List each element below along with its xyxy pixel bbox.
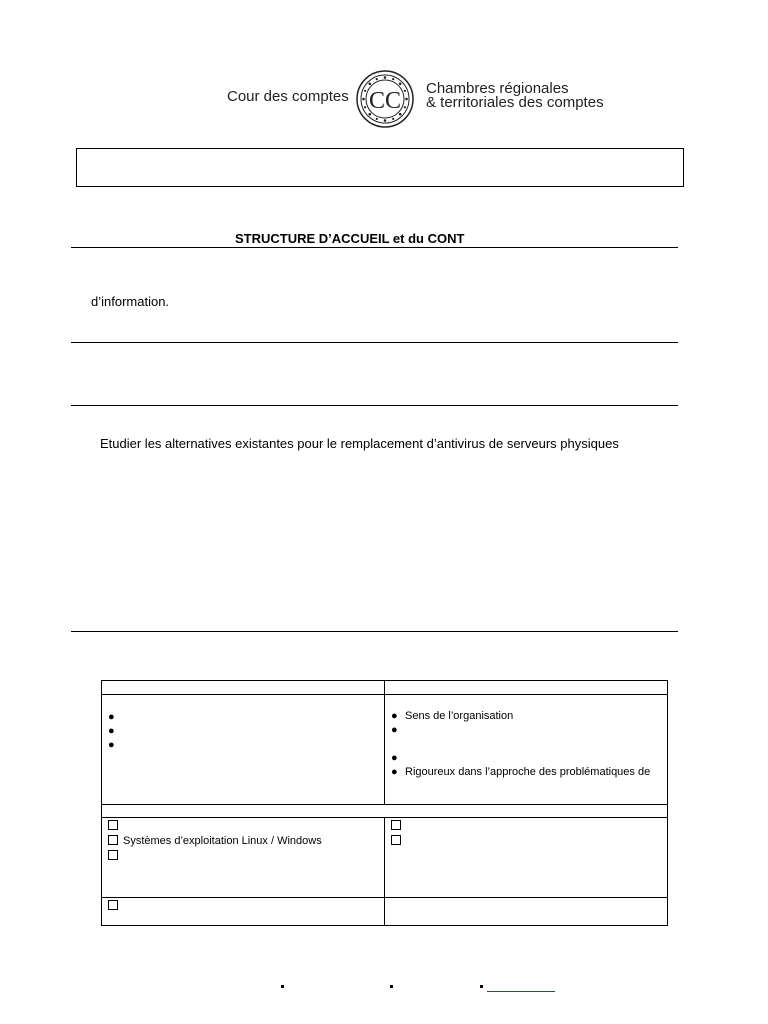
divider-4 (71, 631, 678, 632)
list-item (108, 899, 123, 913)
checkbox-icon (108, 850, 118, 860)
bullet-icon: ● (391, 710, 398, 722)
bullet-icon: ● (108, 711, 115, 723)
objective-text: Etudier les alternatives existantes pour le remplacement d’antivirus de serveurs physiques (100, 436, 619, 451)
bottom-cell-right (384, 897, 668, 926)
list-item (108, 738, 122, 752)
logo-text-right (426, 82, 604, 110)
list-item (391, 819, 406, 833)
footer-link[interactable] (487, 991, 555, 992)
checkbox-icon (108, 820, 118, 830)
bullet-icon: ● (108, 725, 115, 737)
check-text: Systèmes d’exploitation Linux / Windows (123, 835, 322, 847)
skills-table (101, 680, 668, 926)
list-item (108, 710, 122, 724)
info-text: d’information. (91, 294, 170, 309)
bullets-cell-left (101, 694, 385, 805)
bullet-icon: ● (391, 752, 398, 764)
footer-dot (281, 985, 284, 988)
list-item (108, 834, 322, 848)
list-item (391, 834, 406, 848)
list-item (108, 819, 123, 833)
bullet-icon: ● (391, 724, 398, 736)
title-box (76, 148, 684, 187)
table-separator-row (101, 804, 668, 818)
divider-1 (71, 247, 678, 248)
logo-text-left: Cour des comptes (227, 88, 349, 105)
list-item (391, 751, 405, 765)
logo-line-2: & territoriales des comptes (426, 94, 604, 111)
bullets-cell-right (384, 694, 668, 805)
bottom-cell-left (101, 897, 385, 926)
list-item (391, 723, 405, 737)
table-header-left (101, 680, 385, 695)
bullet-icon: ● (391, 766, 398, 778)
bullet-icon: ● (108, 739, 115, 751)
list-item (108, 724, 122, 738)
bullet-text: Rigoureux dans l’approche des problématiques de (405, 766, 651, 778)
checks-cell-right (384, 817, 668, 898)
checks-cell-left (101, 817, 385, 898)
list-item (391, 709, 513, 723)
footer-dot (480, 985, 483, 988)
list-item (108, 849, 123, 863)
checkbox-icon (391, 820, 401, 830)
table-header-right (384, 680, 668, 695)
divider-2 (71, 342, 678, 343)
list-item (391, 765, 650, 779)
bullet-text: Sens de l’organisation (405, 710, 514, 722)
checkbox-icon (391, 835, 401, 845)
section-title: STRUCTURE D’ACCUEIL et du CONT (235, 231, 465, 246)
divider-3 (71, 405, 678, 406)
logo-line-1: Chambres régionales (426, 80, 569, 97)
seal-logo (356, 70, 414, 128)
seal-letters: CC (368, 88, 402, 114)
footer-dot (390, 985, 393, 988)
checkbox-icon (108, 900, 118, 910)
checkbox-icon (108, 835, 118, 845)
